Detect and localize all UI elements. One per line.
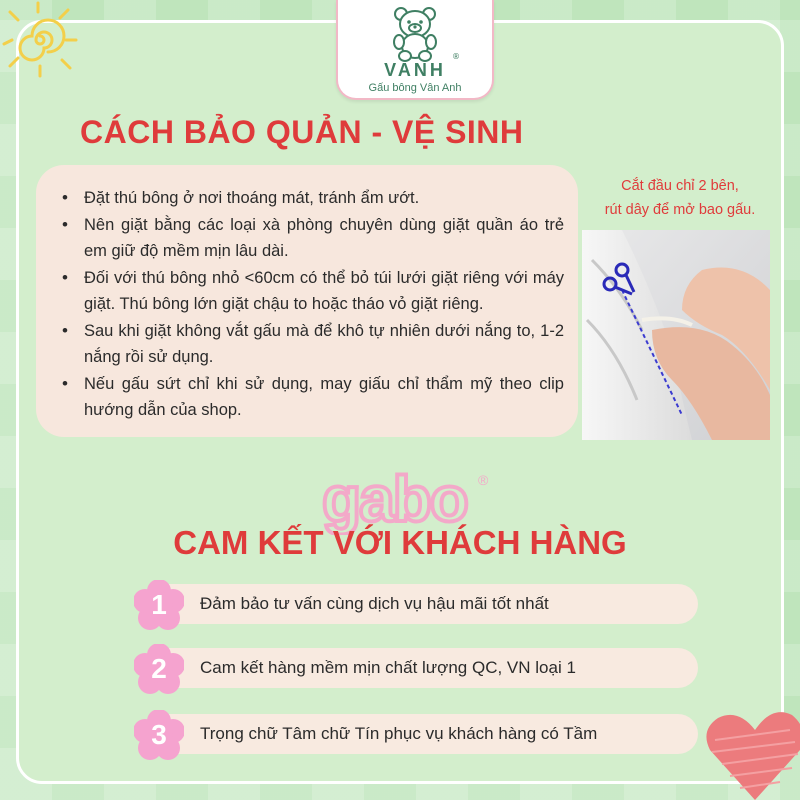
teddy-bear-logo-icon (385, 4, 445, 62)
cutting-thread-photo (582, 230, 770, 440)
brand-subtitle: Gấu bông Vân Anh (368, 82, 462, 94)
commitment-number: 2 (151, 653, 167, 684)
photo-caption-line-2: rút dây để mở bao gấu. (604, 202, 756, 218)
care-item: • Nếu gấu sứt chỉ khi sử dụng, may giấu chỉ thẩm mỹ theo clip hướng dẫn của shop. (58, 371, 564, 423)
photo-caption-line-1: Cắt đầu chỉ 2 bên, (621, 178, 739, 194)
commitment-item: Cam kết hàng mềm mịn chất lượng QC, VN loại 1 (150, 648, 698, 688)
care-item: • Đặt thú bông ở nơi thoáng mát, tránh ẩm ướt. (58, 185, 564, 211)
commitment-number: 1 (151, 589, 167, 620)
care-item: • Đối với thú bông nhỏ <60cm có thể bỏ túi lưới giặt riêng với máy giặt. Thú bông lớn giặt chậu to hoặc tháo vỏ giặt riêng. (58, 265, 564, 317)
care-list (58, 185, 564, 423)
heart-scribble-icon (700, 690, 800, 800)
sun-doodle-icon (0, 0, 80, 80)
brand-logo-card (336, 0, 494, 100)
care-section-title: CÁCH BẢO QUẢN - VỆ SINH (80, 114, 524, 150)
commitment-item: Trọng chữ Tâm chữ Tín phục vụ khách hàng có Tầm (150, 714, 698, 754)
commitment-number-badge (134, 710, 184, 760)
photo-caption (584, 174, 776, 222)
commitment-item: Đảm bảo tư vấn cùng dịch vụ hậu mãi tốt nhất (150, 584, 698, 624)
commitment-number: 3 (151, 719, 167, 750)
care-item: • Nên giặt bằng các loại xà phòng chuyên dùng giặt quần áo trẻ em giữ độ mềm mịn lâu dài. (58, 212, 564, 264)
commitment-section-title: CAM KẾT VỚI KHÁCH HÀNG (173, 524, 627, 561)
care-instructions-box (36, 165, 578, 437)
care-item: • Sau khi giặt không vắt gấu mà để khô tự nhiên dưới nắng to, 1-2 nắng rồi sử dụng. (58, 318, 564, 370)
commitment-number-badge (134, 644, 184, 694)
gabo-logo-text: gabo (322, 465, 467, 535)
registered-mark: ® (452, 52, 460, 61)
gabo-registered-mark: ® (478, 472, 489, 488)
commitment-number-badge (134, 580, 184, 630)
brand-name: VANH (384, 60, 446, 80)
